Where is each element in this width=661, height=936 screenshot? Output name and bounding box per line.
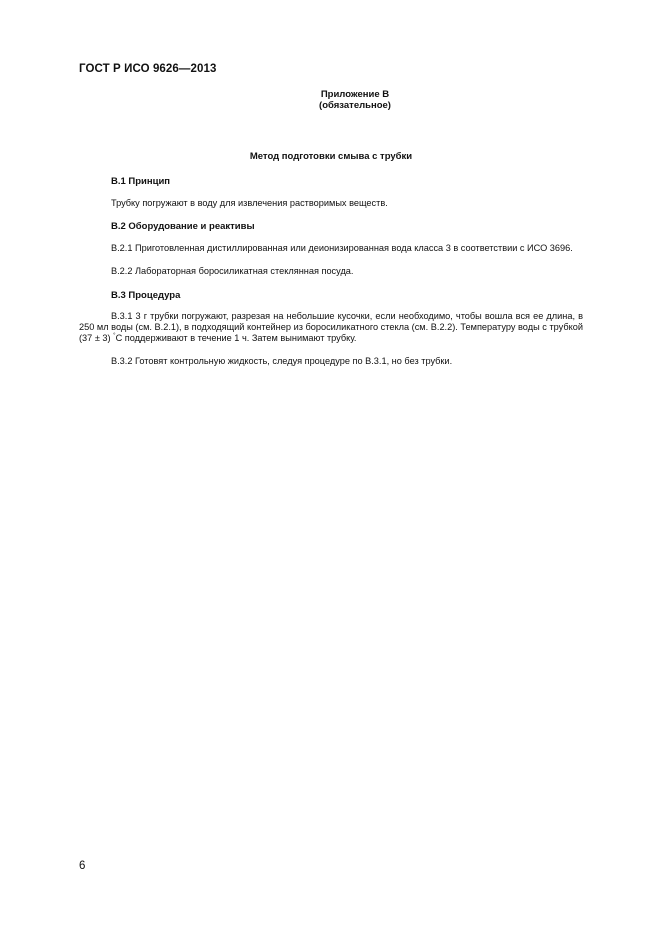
annex-status: (обязательное) bbox=[319, 100, 391, 111]
section-heading-principle: В.1 Принцип bbox=[111, 176, 171, 187]
procedure-paragraph-2: В.3.2 Готовят контрольную жидкость, следуя процедуре по В.3.1, но без трубки. bbox=[111, 356, 453, 366]
equipment-paragraph-1: В.2.1 Приготовленная дистиллированная или деионизированная вода класса 3 в соответствии с ИСО 3696. bbox=[111, 243, 573, 253]
equipment-paragraph-2: В.2.2 Лабораторная боросиликатная стеклянная посуда. bbox=[111, 266, 354, 276]
procedure-paragraph-1 bbox=[79, 311, 583, 345]
page-number: 6 bbox=[79, 860, 86, 872]
standard-code-header: ГОСТ Р ИСО 9626—2013 bbox=[79, 63, 217, 75]
procedure-text-part-2: С поддерживают в течение 1 ч. Затем вынимают трубку. bbox=[115, 333, 357, 344]
section-heading-equipment: В.2 Оборудование и реактивы bbox=[111, 221, 255, 232]
procedure-text-part-1: В.3.1 3 г трубки погружают, разрезая на небольшие кусочки, если необходимо, чтобы вошла вся ее длина, в 250 мл воды (см. В.2.1), в подходящий контейнер из боросиликатного стекла (см. В.2.2). Температуру воды с трубкой (37 ± 3) bbox=[79, 311, 583, 344]
method-title: Метод подготовки смыва с трубки bbox=[249, 151, 413, 162]
annex-title: Приложение В bbox=[320, 89, 390, 100]
section-heading-procedure: В.3 Процедура bbox=[111, 290, 181, 301]
degree-symbol: ° bbox=[113, 333, 116, 340]
annex-label bbox=[300, 89, 410, 111]
principle-paragraph: Трубку погружают в воду для извлечения растворимых веществ. bbox=[111, 198, 388, 208]
